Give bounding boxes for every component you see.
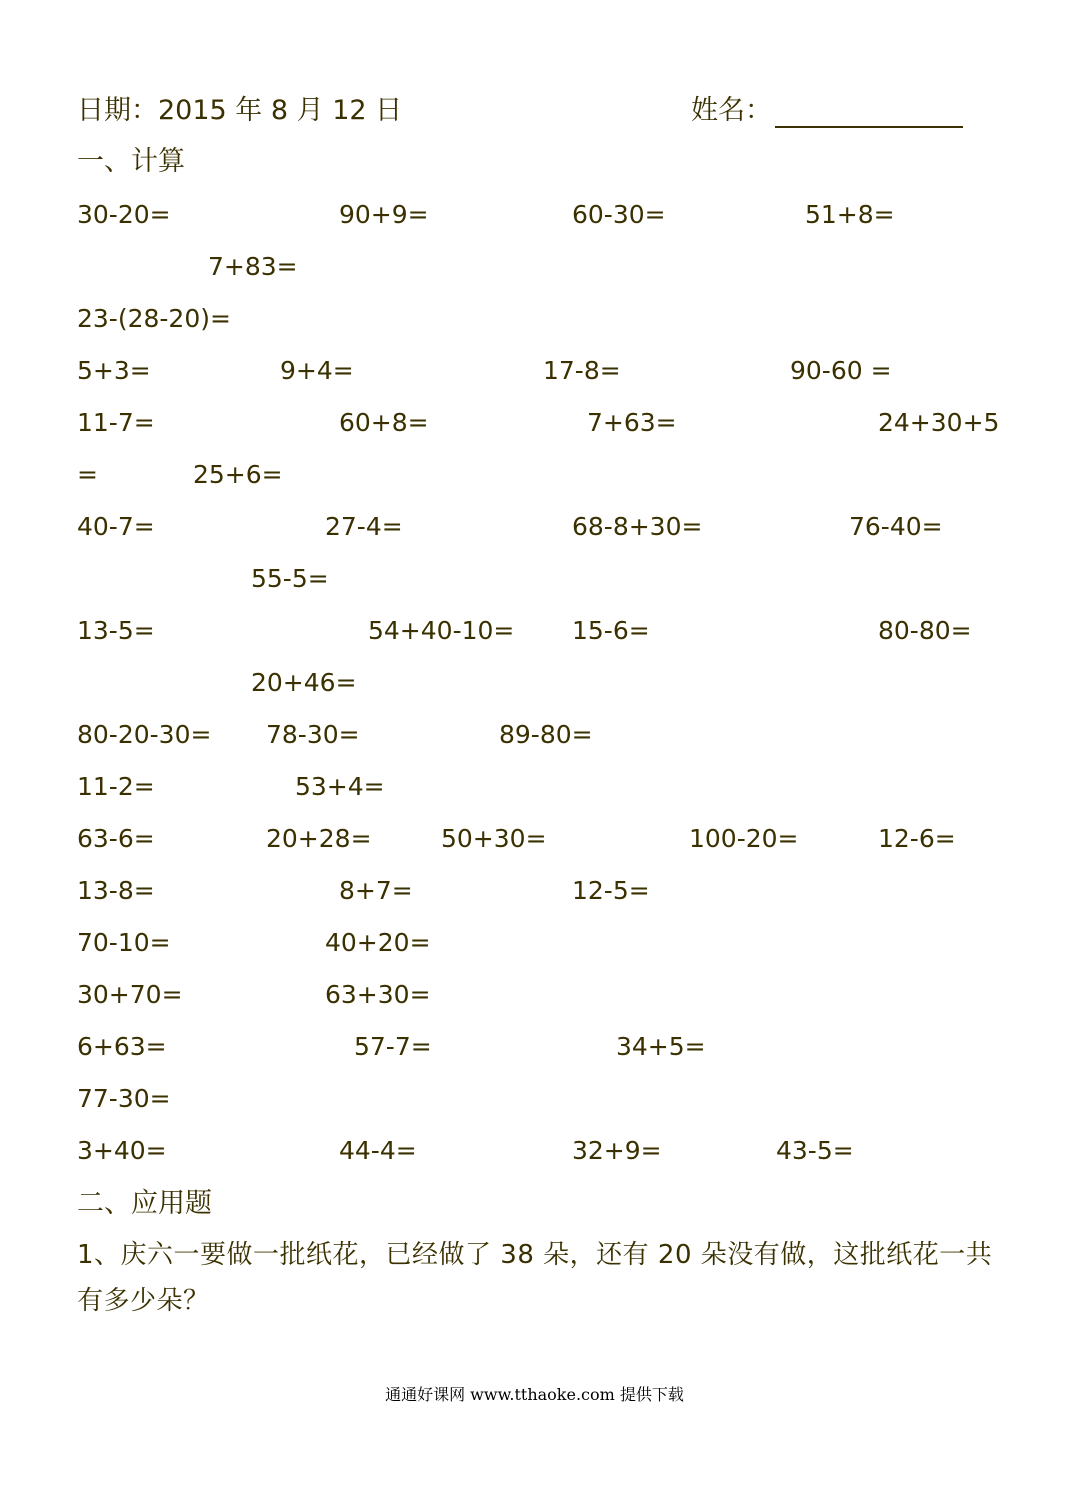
- date-label: 日期：2015 年 8 月 12 日: [77, 95, 403, 126]
- problem: 44-4=: [339, 1136, 417, 1165]
- problem: 90+9=: [339, 200, 429, 229]
- problem: 12-5=: [572, 876, 650, 905]
- problem: 32+9=: [572, 1136, 662, 1165]
- problem: 50+30=: [441, 824, 547, 853]
- problem: 60+8=: [339, 408, 429, 437]
- problem: 60-30=: [572, 200, 666, 229]
- problem: 30+70=: [77, 980, 183, 1009]
- problem: 63-6=: [77, 824, 155, 853]
- problem: 3+40=: [77, 1136, 167, 1165]
- problem: 40-7=: [77, 512, 155, 541]
- problem: 8+7=: [339, 876, 413, 905]
- problem: 80-80=: [878, 616, 972, 645]
- section-2-title: 二、应用题: [77, 1188, 212, 1219]
- problem: 13-5=: [77, 616, 155, 645]
- name-label: 姓名：: [691, 95, 772, 126]
- problem: 57-7=: [354, 1032, 432, 1061]
- problem: 43-5=: [776, 1136, 854, 1165]
- problem: 12-6=: [878, 824, 956, 853]
- problem: 17-8=: [543, 356, 621, 385]
- problem: 30-20=: [77, 200, 171, 229]
- problem: 80-20-30=: [77, 720, 212, 749]
- problem: 20+28=: [266, 824, 372, 853]
- problem: 13-8=: [77, 876, 155, 905]
- problem: 40+20=: [325, 928, 431, 957]
- problem: 68-8+30=: [572, 512, 703, 541]
- problem: 7+63=: [587, 408, 677, 437]
- problem: 25+6=: [193, 460, 283, 489]
- problem: 76-40=: [849, 512, 943, 541]
- problem: 100-20=: [689, 824, 799, 853]
- problem: 15-6=: [572, 616, 650, 645]
- problem: 54+40-10=: [368, 616, 515, 645]
- problem: 23-(28-20)=: [77, 304, 231, 333]
- problem: 6+63=: [77, 1032, 167, 1061]
- problem: 63+30=: [325, 980, 431, 1009]
- problem: 89-80=: [499, 720, 593, 749]
- problem: 27-4=: [325, 512, 403, 541]
- problem: 7+83=: [208, 252, 298, 281]
- problem: 53+4=: [295, 772, 385, 801]
- problem: 77-30=: [77, 1084, 171, 1113]
- name-blank-line: [775, 126, 963, 128]
- problem: 11-2=: [77, 772, 155, 801]
- problem: =: [77, 460, 98, 489]
- problem: 20+46=: [251, 668, 357, 697]
- problem: 34+5=: [616, 1032, 706, 1061]
- problem: 78-30=: [266, 720, 360, 749]
- problem: 5+3=: [77, 356, 151, 385]
- problem: 70-10=: [77, 928, 171, 957]
- problem: 55-5=: [251, 564, 329, 593]
- footer-credit: 通通好课网 www.tthaoke.com 提供下载: [385, 1385, 684, 1404]
- section-1-title: 一、计算: [77, 146, 185, 177]
- problem: 51+8=: [805, 200, 895, 229]
- problem: 90-60 =: [790, 356, 892, 385]
- problem: 11-7=: [77, 408, 155, 437]
- problem: 24+30+5: [878, 408, 1000, 437]
- problem: 9+4=: [280, 356, 354, 385]
- word-problem-1: 1、庆六一要做一批纸花，已经做了 38 朵，还有 20 朵没有做，这批纸花一共有多少朵？: [77, 1240, 993, 1316]
